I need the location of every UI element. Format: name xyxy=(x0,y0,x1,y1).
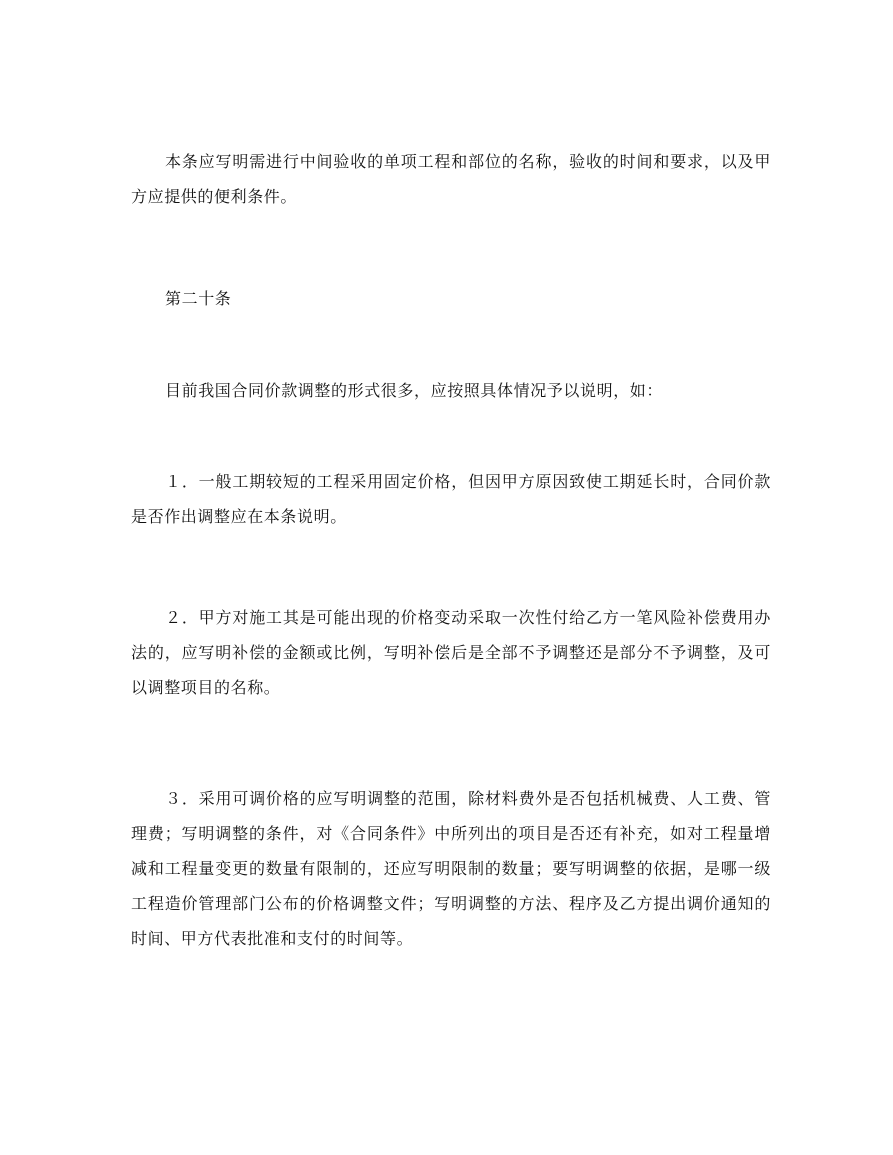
paragraph-acceptance-note: 本条应写明需进行中间验收的单项工程和部位的名称，验收的时间和要求，以及甲方应提供的便利条件。 xyxy=(131,152,771,206)
paragraph-item-1: １．一般工期较短的工程采用固定价格，但因甲方原因致使工期延长时，合同价款是否作出调整应在本条说明。 xyxy=(131,472,771,526)
article-heading: 第二十条 xyxy=(165,289,232,308)
paragraph-item-3: ３．采用可调价格的应写明调整的范围，除材料费外是否包括机械费、人工费、管理费；写明调整的条件，对《合同条件》中所列出的项目是否还有补充，如对工程量增减和工程量变更的数量有限制的，还应写明限制的数量；要写明调整的依据，是哪一级工程造价管理部门公布的价格调整文件；写明调整的方法、程序及乙方提出调价通知的时间、甲方代表批准和支付的时间等。 xyxy=(131,789,771,948)
paragraph-item-2: ２．甲方对施工其是可能出现的价格变动采取一次性付给乙方一笔风险补偿费用办法的，应写明补偿的金额或比例，写明补偿后是全部不予调整还是部分不予调整，及可以调整项目的名称。 xyxy=(131,608,771,697)
paragraph-intro: 目前我国合同价款调整的形式很多，应按照具体情况予以说明，如： xyxy=(165,381,664,400)
